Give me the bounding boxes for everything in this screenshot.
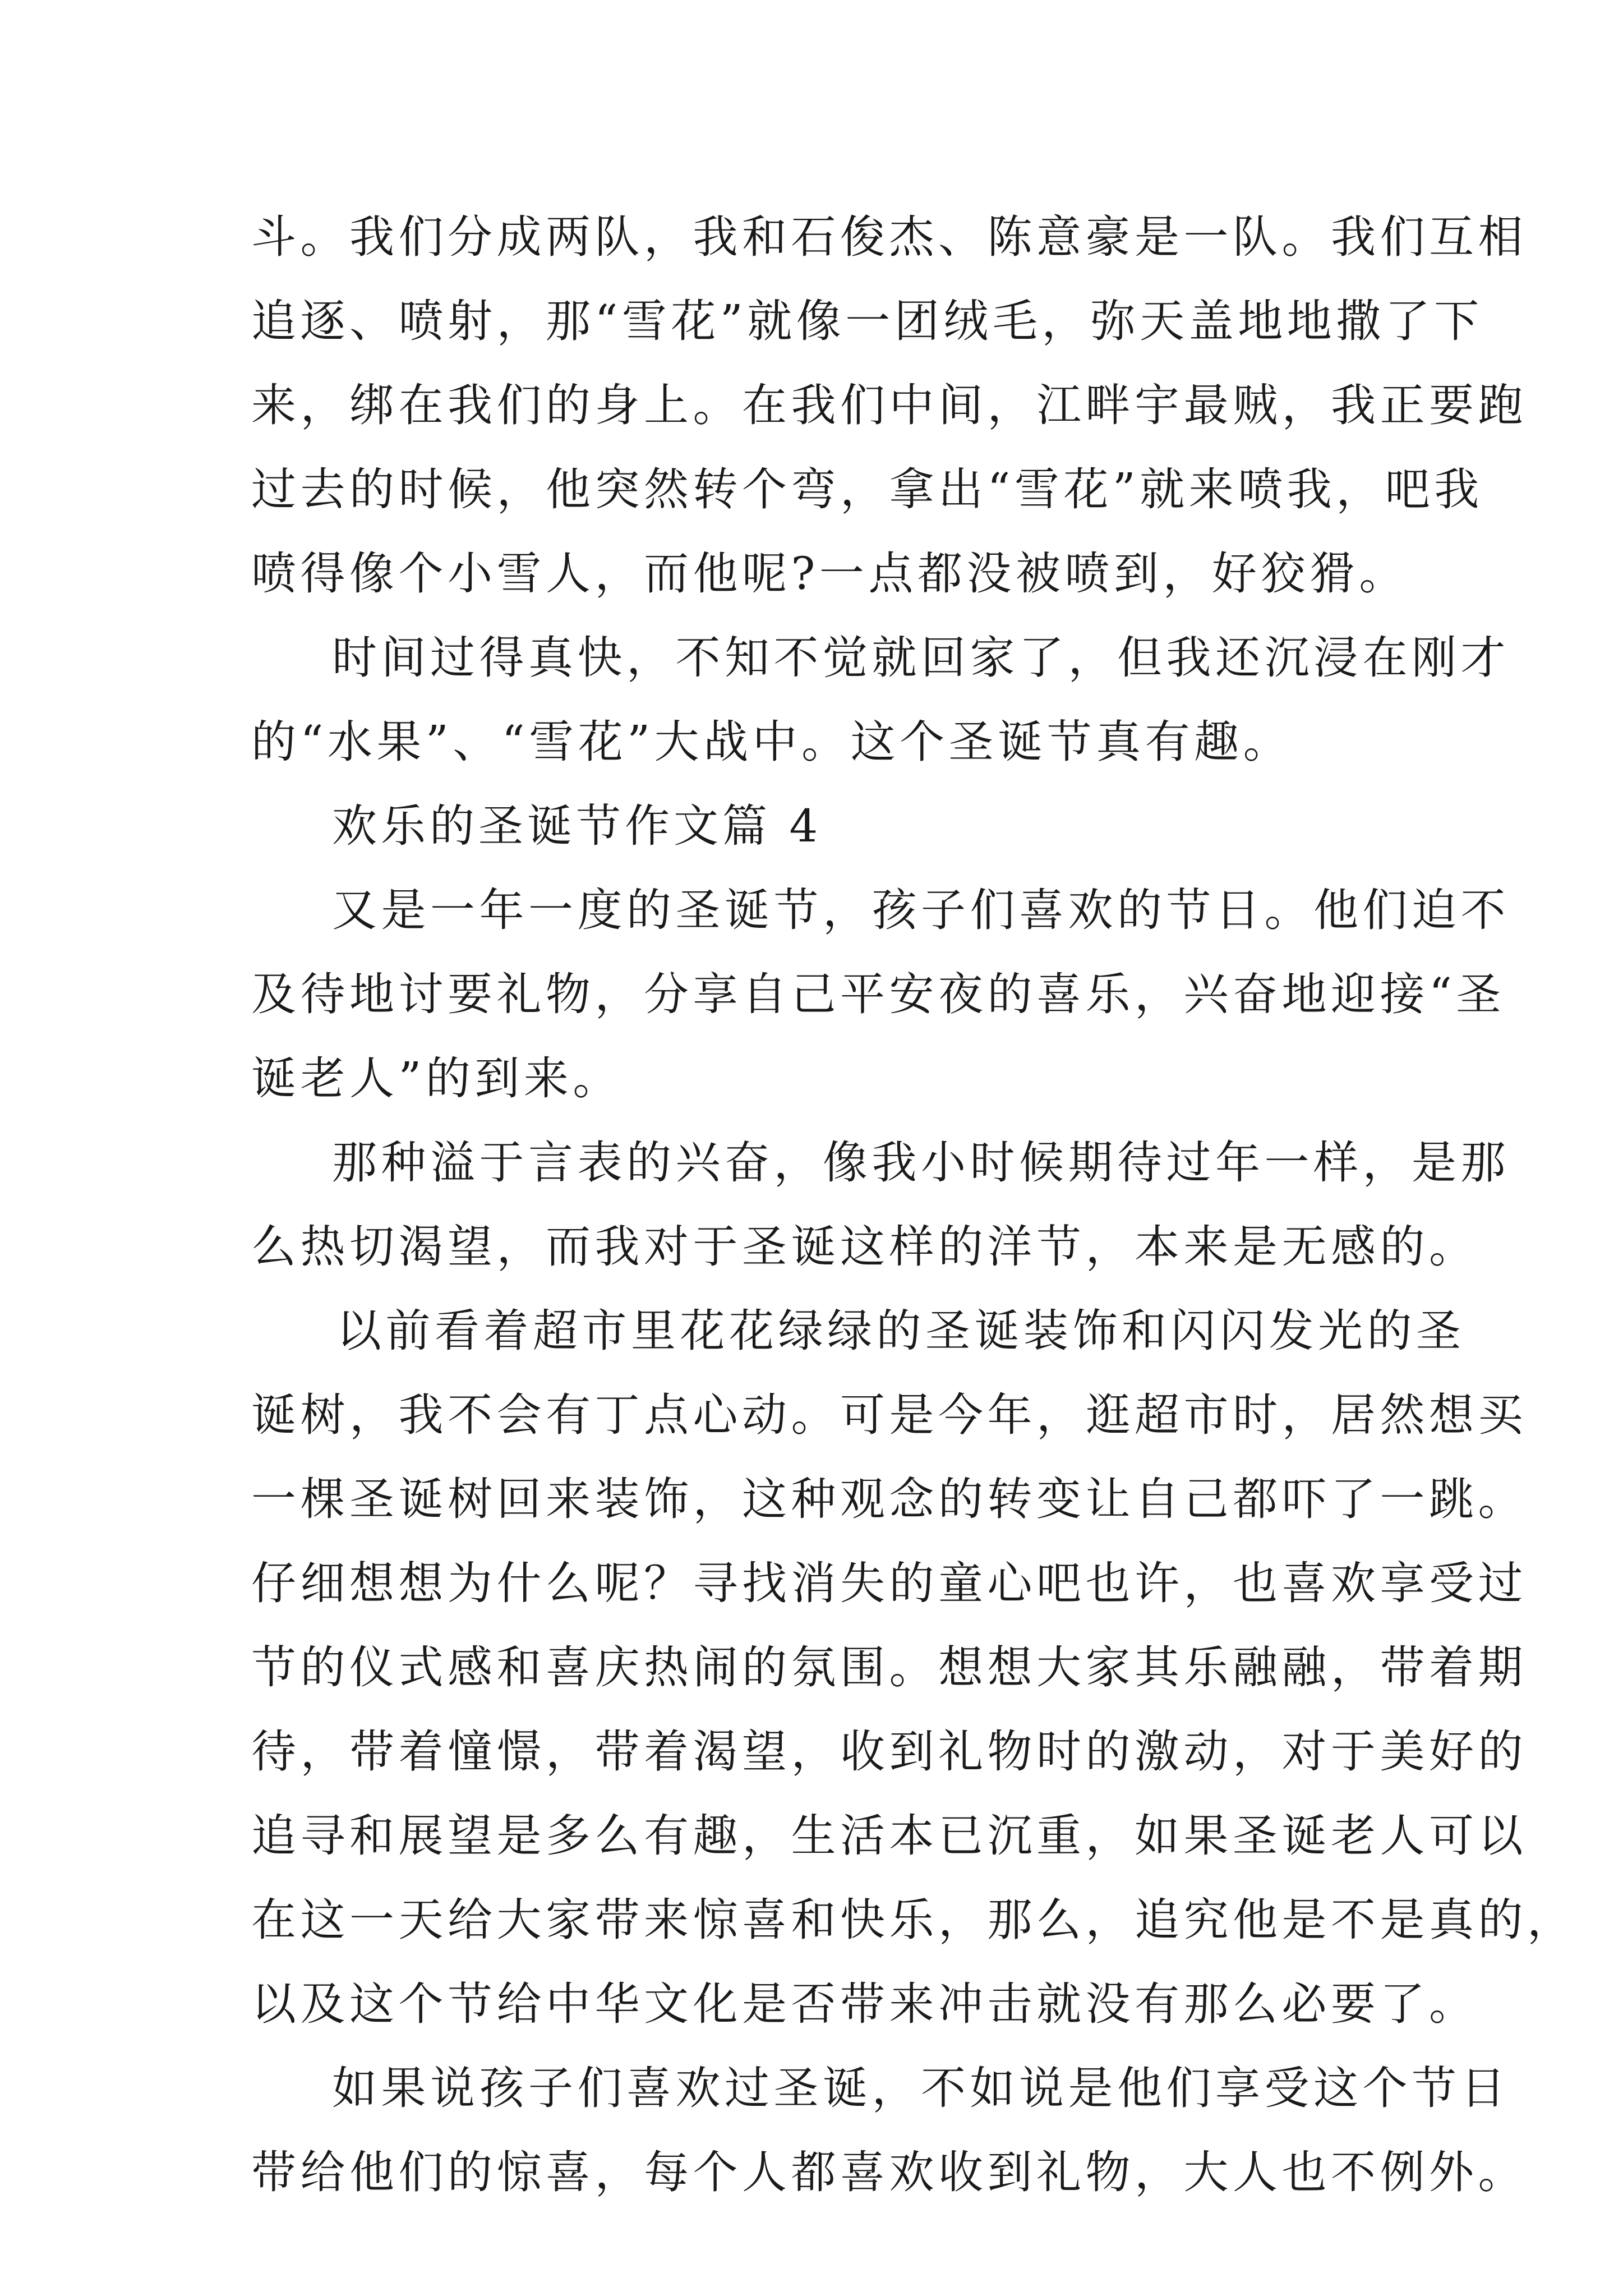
text-line: 仔细想想为什么呢？寻找消失的童心吧也许，也喜欢享受过 (251, 1557, 1527, 1609)
text-line: 么热切渴望，而我对于圣诞这样的洋节，本来是无感的。 (251, 1221, 1478, 1273)
text-line: 追逐、喷射，那“雪花”就像一团绒毛，弥天盖地地撒了下 (251, 295, 1483, 347)
text-line: 过去的时候，他突然转个弯，拿出“雪花”就来喷我，吧我 (251, 463, 1483, 516)
text-line: 诞老人”的到来。 (251, 1052, 622, 1105)
text-line: 如果说孩子们喜欢过圣诞，不如说是他们享受这个节日 (332, 2062, 1510, 2114)
text-line: 的“水果”、“雪花”大战中。这个圣诞节真有趣。 (251, 716, 1293, 768)
text-line: 以前看着超市里花花绿绿的圣诞装饰和闪闪发光的圣 (336, 1305, 1465, 1357)
text-line: 以及这个节给中华文化是否带来冲击就没有那么必要了。 (251, 1978, 1478, 2030)
text-line: 追寻和展望是多么有趣，生活本已沉重，如果圣诞老人可以 (251, 1810, 1527, 1862)
text-line: 在这一天给大家带来惊喜和快乐，那么，追究他是不是真的， (251, 1894, 1576, 1946)
text-line: 及待地讨要礼物，分享自己平安夜的喜乐，兴奋地迎接“圣 (251, 968, 1505, 1020)
text-line: 带给他们的惊喜，每个人都喜欢收到礼物，大人也不例外。 (251, 2146, 1527, 2198)
text-line: 时间过得真快，不知不觉就回家了，但我还沉浸在刚才 (332, 632, 1510, 684)
text-line: 诞树，我不会有丁点心动。可是今年，逛超市时，居然想买 (251, 1389, 1527, 1441)
text-line: 待，带着憧憬，带着渴望，收到礼物时的激动，对于美好的 (251, 1726, 1527, 1778)
text-line: 那种溢于言表的兴奋，像我小时候期待过年一样，是那 (332, 1137, 1510, 1189)
text-line: 来，绑在我们的身上。在我们中间，江畔宇最贼，我正要跑 (251, 379, 1527, 431)
section-heading: 欢乐的圣诞节作文篇 4 (332, 800, 822, 852)
text-line: 又是一年一度的圣诞节，孩子们喜欢的节日。他们迫不 (332, 884, 1510, 936)
text-line: 节的仪式感和喜庆热闹的氛围。想想大家其乐融融，带着期 (251, 1641, 1527, 1694)
text-line: 斗。我们分成两队，我和石俊杰、陈意豪是一队。我们互相 (251, 211, 1527, 263)
text-line: 喷得像个小雪人，而他呢?一点都没被喷到，好狡猾。 (251, 547, 1408, 600)
text-line: 一棵圣诞树回来装饰，这种观念的转变让自己都吓了一跳。 (251, 1473, 1527, 1525)
